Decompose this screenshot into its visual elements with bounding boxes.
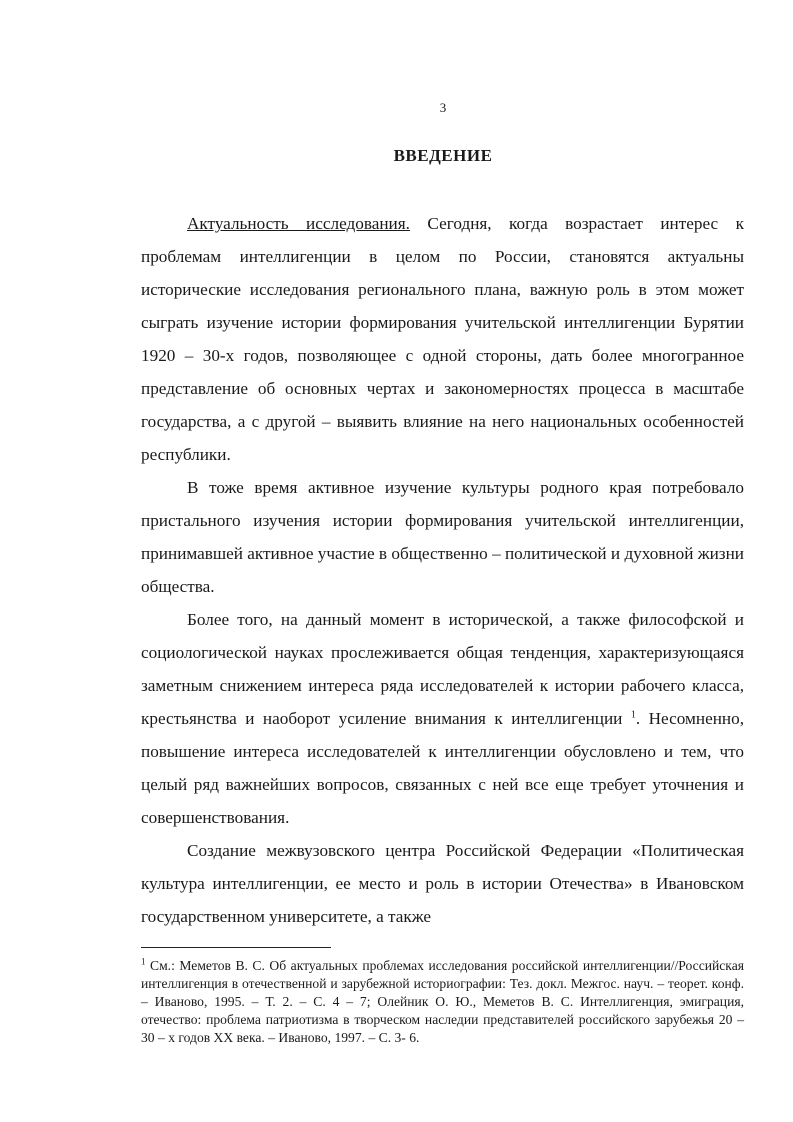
page-title: ВВЕДЕНИЕ — [393, 146, 493, 165]
main-text — [141, 207, 744, 933]
page-number: 3 — [439, 100, 447, 115]
trend-text-after: . Несомненно, повышение интереса исследователей к интеллигенции обусловлено и тем, что целый ряд важнейших вопросов, связанных с ней все еще требует уточнения и совершенствования. — [141, 709, 744, 827]
footnote-marker: 1 — [141, 956, 146, 967]
paragraph-relevance — [141, 207, 744, 471]
footnote-divider — [141, 947, 331, 948]
footnote-text: См.: Меметов В. С. Об актуальных проблемах исследования российской интеллигенции//Российская интеллигенция в отечественной и зарубежной историографии: Тез. докл. Межгос. науч. – теорет. конф. – Иваново, 1995. – Т. 2. – С. 4 – 7; Олейник О. Ю., Меметов В. С. Интеллигенция, эмиграция, отечество: проблема патриотизма в творческом наследии представителей российского зарубежья 20 – 30 – х годов XX века. – Иваново, 1997. – С. 3- 6. — [141, 958, 744, 1045]
trend-text-before: Более того, на данный момент в исторической, а также философской и социологической науках прослеживается общая тенденция, характеризующаяся заметным снижением интереса ряда исследователей к истории рабочего класса, крестьянства и наоборот усиление внимания к интеллигенции — [141, 610, 744, 728]
paragraph-culture: В тоже время активное изучение культуры родного края потребовало пристального изучения истории формирования учительской интеллигенции, принимавшей активное участие в общественно – политической и духовной жизни общества. — [141, 478, 744, 596]
relevance-text: Сегодня, когда возрастает интерес к проблемам интеллигенции в целом по России, становятся актуальны исторические исследования регионального плана, важную роль в этом может сыграть изучение истории формирования учительской интеллигенции Бурятии 1920 – 30-х годов, позволяющее с одной стороны, дать более многогранное представление об основных чертах и закономерностях процесса в масштабе государства, а с другой – выявить влияние на него национальных особенностей республики. — [141, 214, 744, 464]
footnote — [141, 957, 744, 1047]
paragraph-trend — [141, 603, 744, 834]
relevance-lead: Актуальность исследования. — [187, 214, 410, 233]
paragraph-center: Создание межвузовского центра Российской Федерации «Политическая культура интеллигенции, ее место и роль в истории Отечества» в Ивановском государственном университете, а также — [141, 841, 744, 926]
footnote-reference[interactable]: 1 — [630, 709, 636, 721]
